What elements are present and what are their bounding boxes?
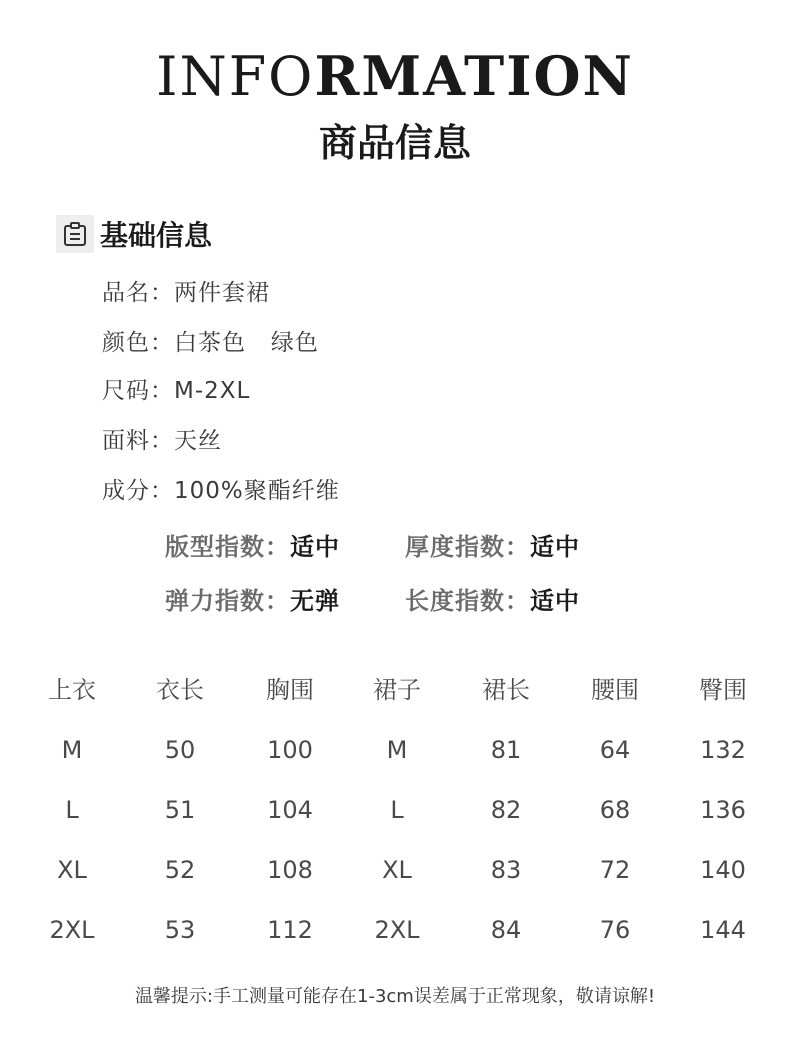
table-cell: 83: [490, 856, 522, 884]
info-label: 成分：: [102, 478, 174, 504]
table-cell: 100: [267, 736, 313, 764]
index-fit: [165, 532, 340, 562]
table-cell: 64: [599, 736, 631, 764]
table-cell: XL: [57, 856, 87, 884]
index-label: 弹力指数：: [165, 587, 290, 615]
table-cell: 144: [700, 916, 746, 944]
table-cell: 72: [599, 856, 631, 884]
table-cell: 2XL: [49, 916, 95, 944]
table-cell: 68: [599, 796, 631, 824]
table-cell: 76: [599, 916, 631, 944]
index-label: 版型指数：: [165, 533, 290, 561]
table-header-cell: 裙长: [482, 676, 530, 704]
table-cell: 84: [490, 916, 522, 944]
index-label: 厚度指数：: [405, 533, 530, 561]
table-cell: 81: [490, 736, 522, 764]
table-cell: M: [386, 736, 408, 764]
table-header-cell: 胸围: [266, 676, 314, 704]
section-title: 基础信息: [100, 219, 213, 252]
index-length: [405, 586, 580, 616]
info-value: M-2XL: [174, 378, 251, 404]
table-header-cell: 衣长: [156, 676, 204, 704]
section-header: [56, 212, 212, 256]
table-cell: 108: [267, 856, 313, 884]
table-cell: 82: [490, 796, 522, 824]
table-cell: M: [61, 736, 83, 764]
info-label: 品名：: [102, 280, 174, 306]
index-value: 适中: [530, 533, 580, 561]
info-row-color: [102, 328, 319, 358]
table-cell: 50: [164, 736, 196, 764]
info-row-size: [102, 376, 250, 406]
table-cell: 112: [267, 916, 313, 944]
info-label: 尺码：: [102, 378, 174, 404]
table-header-cell: 上衣: [48, 676, 96, 704]
index-elasticity: [165, 586, 340, 616]
clipboard-icon: [56, 215, 94, 253]
info-value: 两件套裙: [174, 280, 270, 306]
table-header-cell: 裙子: [373, 676, 421, 704]
info-label: 颜色：: [102, 330, 174, 356]
index-label: 长度指数：: [405, 587, 530, 615]
index-thickness: [405, 532, 580, 562]
info-row-composition: [102, 476, 340, 506]
info-value: 白茶色 绿色: [174, 330, 319, 356]
table-cell: XL: [382, 856, 412, 884]
title-chinese: 商品信息: [318, 121, 471, 165]
table-cell: 132: [700, 736, 746, 764]
table-cell: 51: [164, 796, 196, 824]
table-cell: 2XL: [374, 916, 420, 944]
table-cell: L: [65, 796, 79, 824]
footnote: 温馨提示:手工测量可能存在1-3cm误差属于正常现象，敬请谅解!: [134, 986, 656, 1007]
table-cell: L: [390, 796, 404, 824]
table-cell: 136: [700, 796, 746, 824]
info-row-fabric: [102, 426, 222, 456]
info-label: 面料：: [102, 428, 174, 454]
index-value: 适中: [530, 587, 580, 615]
table-cell: 140: [700, 856, 746, 884]
table-cell: 104: [267, 796, 313, 824]
table-header-cell: 臀围: [699, 676, 747, 704]
table-header-cell: 腰围: [591, 676, 639, 704]
title-english-light: INFO: [156, 45, 315, 108]
title-english: [0, 44, 790, 109]
table-cell: 52: [164, 856, 196, 884]
index-value: 无弹: [290, 587, 340, 615]
index-value: 适中: [290, 533, 340, 561]
info-row-name: [102, 278, 270, 308]
title-english-bold: RMATION: [314, 44, 634, 108]
table-cell: 53: [164, 916, 196, 944]
info-value: 100%聚酯纤维: [174, 478, 340, 504]
info-value: 天丝: [174, 428, 222, 454]
